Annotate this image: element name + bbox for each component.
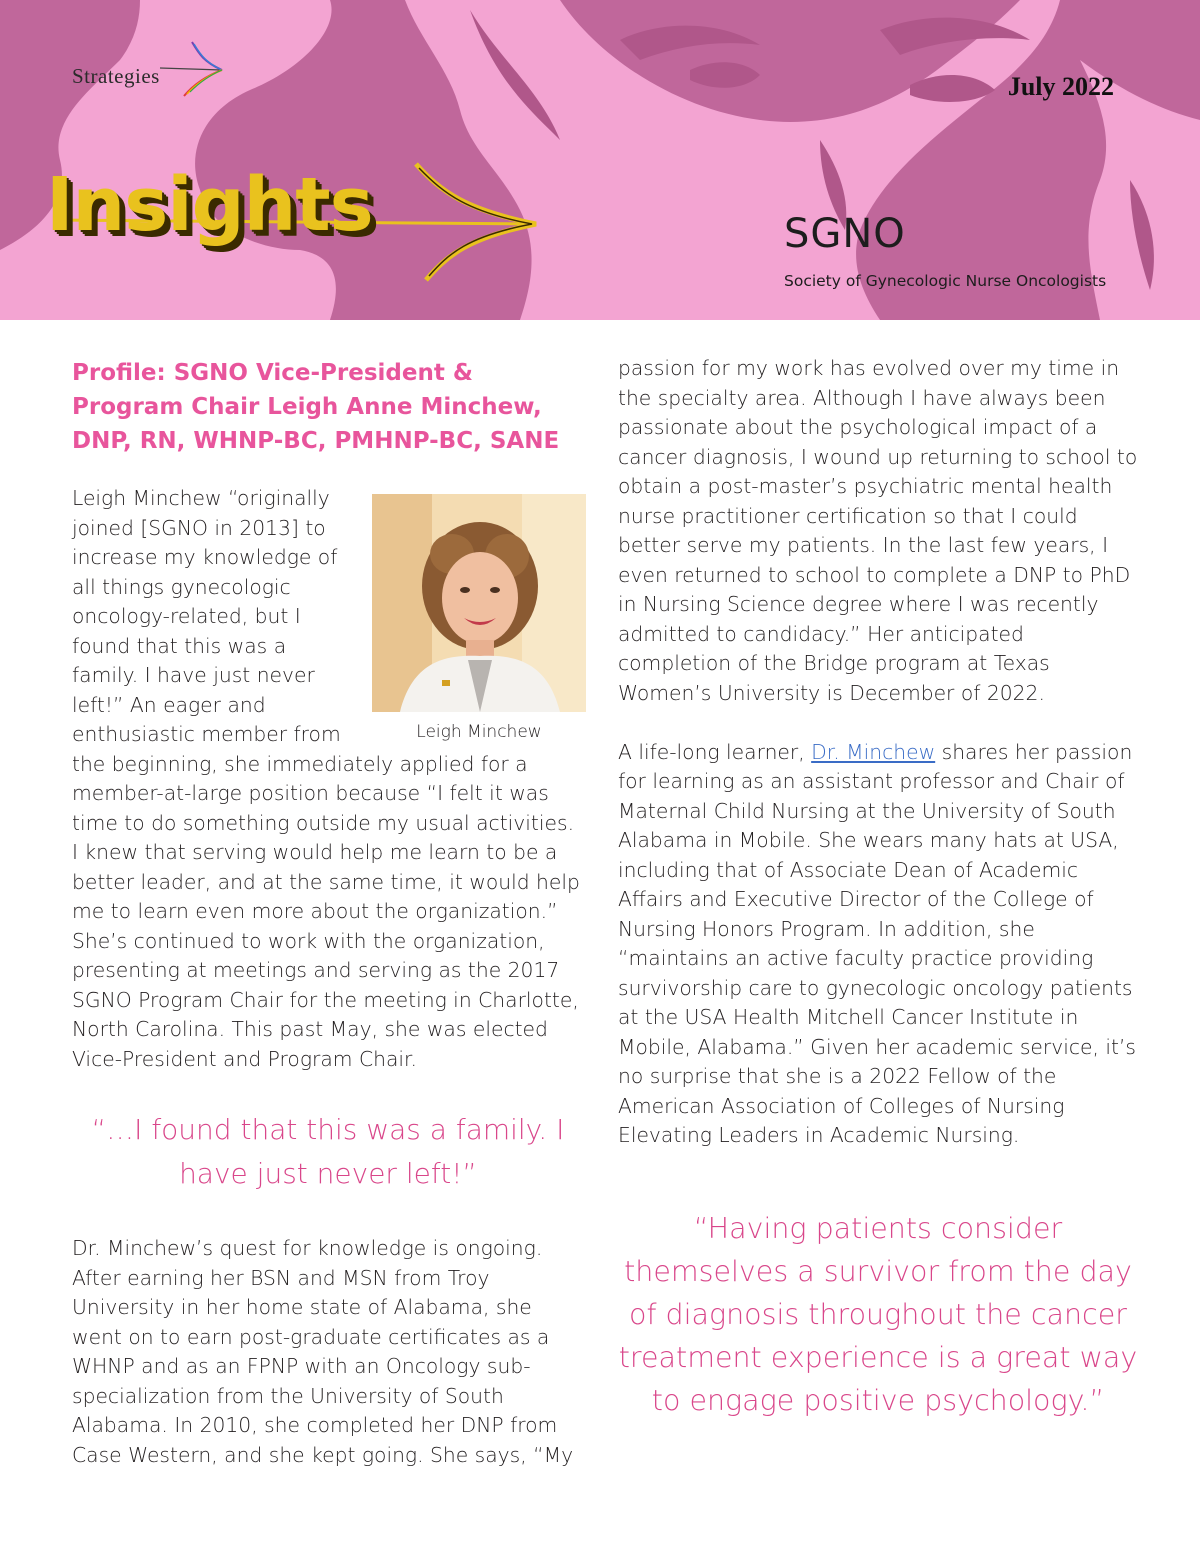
portrait-photo	[372, 494, 586, 712]
newsletter-title: Insights	[46, 162, 373, 248]
para4-lead-text: A life-long learner,	[618, 739, 812, 764]
article-headline: Profile: SGNO Vice-President & Program Chair Leigh Anne Minchew, DNP, RN, WHNP-BC, PMHNP-BC, SANE	[72, 360, 560, 454]
sgno-acronym: SGNO	[784, 211, 906, 257]
body-paragraph-1: Leigh Minchew “originally joined [SGNO in 2013] to increase my knowledge of all things gynecologic oncology-related, but I found that this was a family. I have just never left!” An eager and enthusiastic member from the beginning, she immediately applied for a member-at-large position because “I felt it was time to do something outside my usual activities. I knew that serving would help me learn to be a better leader, and at the same time, it would help me to learn even more about the organization.” She’s continued to work with the organization, presenting at meetings and serving as the 2017 SGNO Program Chair for the meeting in Charlotte, North Carolina. This past May, she was elected Vice-President and Program Chair.	[72, 486, 580, 1071]
strategies-logo	[72, 52, 224, 100]
portrait-figure	[372, 494, 586, 743]
sgno-logo	[784, 211, 1107, 290]
issue-date: July 2022	[1007, 72, 1114, 101]
dr-minchew-link[interactable]: Dr. Minchew	[811, 739, 936, 764]
body-paragraph-2: Dr. Minchew’s quest for knowledge is ongoing. After earning her BSN and MSN from Troy University in her home state of Alabama, she went on to earn post-graduate certificates as a WHNP and as an FPNP with an Oncology sub-specialization from the University of South Alabama. In 2010, she completed her DNP from Case Western, and she kept going. She says, “My	[72, 1236, 574, 1467]
right-column	[618, 354, 1138, 1422]
body-paragraph-3: passion for my work has evolved over my time in the specialty area. Although I have always been passionate about the psychological impact of a cancer diagnosis, I wound up returning to school to obtain a post-master’s psychiatric mental health nurse practitioner certification so that I could better serve my patients. In the last few years, I even returned to school to complete a DNP to PhD in Nursing Science degree where I was recently admitted to candidacy.” Her anticipated completion of the Bridge program at Texas Women’s University is December of 2022.	[618, 356, 1138, 705]
portrait-caption: Leigh Minchew	[416, 722, 542, 742]
arrow-icon	[154, 38, 224, 100]
sgno-full-name: Society of Gynecologic Nurse Oncologists	[784, 272, 1107, 290]
pull-quote-2: “Having patients consider themselves a survivor from the day of diagnosis throughout the cancer treatment experience is a great way to engage positive psychology.”	[618, 1211, 1138, 1417]
brand-name: Strategies	[72, 63, 160, 88]
portrait-illustration	[372, 494, 586, 712]
para4-rest-text: shares her passion for learning as an assistant professor and Chair of Maternal Child Nursing at the University of South Alabama in Mobile. She wears many hats at USA, including that of Associate Dean of Academic Affairs and Executive Director of the College of Nursing Honors Program. In addition, she “maintains an active faculty practice providing survivorship care to gynecologic oncology patients at the USA Health Mitchell Cancer Institute in Mobile, Alabama.” Given her academic service, it’s no surprise that she is a 2022 Fellow of the American Association of Colleges of Nursing Elevating Leaders in Academic Nursing.	[618, 739, 1136, 1147]
pull-quote-1: “…I found that this was a family. I have just never left!”	[91, 1113, 565, 1190]
body-paragraph-4	[618, 738, 1138, 1151]
header-banner	[0, 0, 1200, 320]
left-column	[72, 356, 584, 1470]
